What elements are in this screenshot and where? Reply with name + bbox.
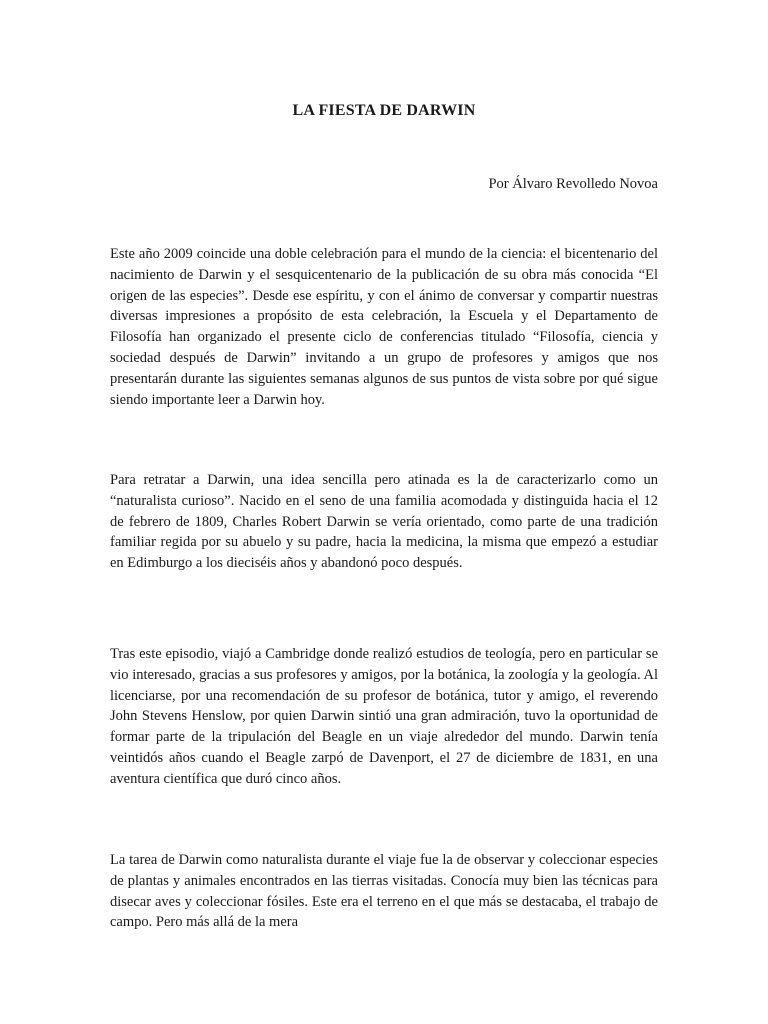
paragraph-1: Este año 2009 coincide una doble celebración para el mundo de la ciencia: el bicentenario del nacimiento de Darwin y el sesquicentenario de la publicación de su obra más conocida “El origen de las especies”. Desde ese espíritu, y con el ánimo de conversar y compartir nuestras diversas impresiones a propósito de esta celebración, la Escuela y el Departamento de Filosofía han organizado el presente ciclo de conferencias titulado “Filosofía, ciencia y sociedad después de Darwin” invitando a un grupo de profesores y amigos que nos presentarán durante las siguientes semanas algunos de sus puntos de vista sobre por qué sigue siendo importante leer a Darwin hoy. — [110, 246, 658, 408]
paragraph-4: La tarea de Darwin como naturalista durante el viaje fue la de observar y coleccionar especies de plantas y animales encontrados en las tierras visitadas. Conocía muy bien las técnicas para disecar aves y coleccionar fósiles. Este era el terreno en el que más se destacaba, el trabajo de campo. Pero más allá de la mera — [110, 852, 658, 931]
paragraph-3: Tras este episodio, viajó a Cambridge donde realizó estudios de teología, pero en particular se vio interesado, gracias a sus profesores y amigos, por la botánica, la zoología y la geología. Al licenciarse, por una recomendación de su profesor de botánica, tutor y amigo, el reverendo John Stevens Henslow, por quien Darwin sintió una gran admiración, tuvo la oportunidad de formar parte de la tripulación del Beagle en un viaje alrededor del mundo. Darwin tenía veintidós años cuando el Beagle zarpó de Davenport, el 27 de diciembre de 1831, en una aventura científica que duró cinco años. — [110, 646, 658, 787]
author-byline: Por Álvaro Revolledo Novoa — [488, 176, 658, 192]
paragraph-2: Para retratar a Darwin, una idea sencilla pero atinada es la de caracterizarlo como un “naturalista curioso”. Nacido en el seno de una familia acomodada y distinguida hacia el 12 de febrero de 1809, Charles Robert Darwin se vería orientado, como parte de una tradición familiar regida por su abuelo y su padre, hacia la medicina, la misma que empezó a estudiar en Edimburgo a los dieciséis años y abandonó poco después. — [110, 472, 658, 572]
document-title: LA FIESTA DE DARWIN — [292, 102, 476, 119]
